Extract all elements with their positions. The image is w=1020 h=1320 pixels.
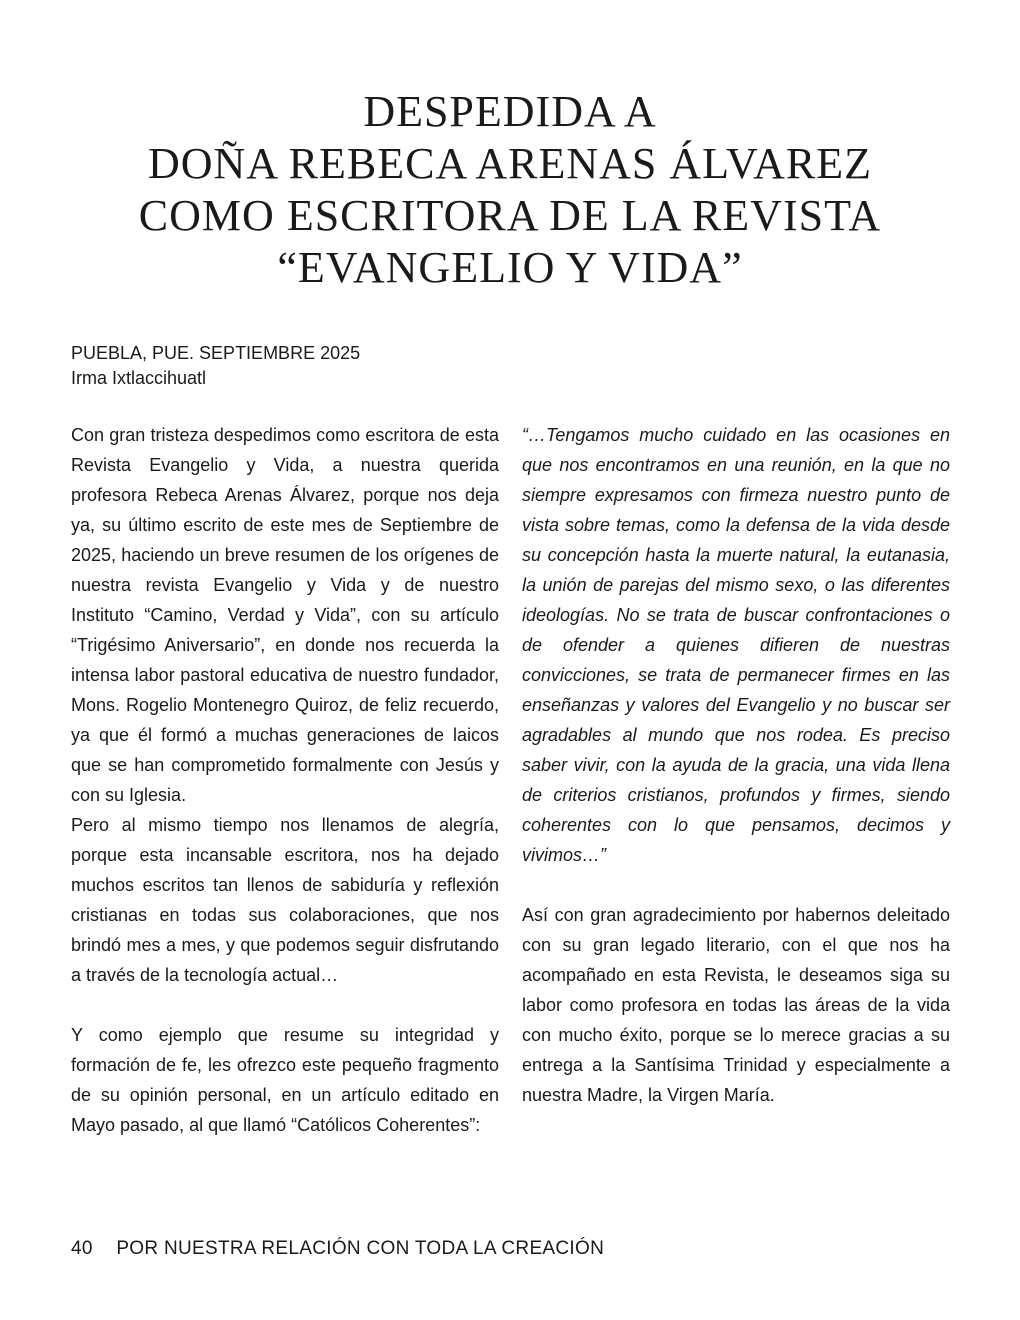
left-column	[71, 420, 499, 1140]
right-column	[522, 420, 950, 1110]
quote-paragraph: “…Tengamos mucho cuidado en las ocasiones en que nos encontramos en una reunión, en la que no siempre expresamos con firmeza nuestro punto de vista sobre temas, como la defensa de la vida desde su concepción hasta la muerte natural, la eutanasia, la unión de parejas del mismo sexo, o las diferentes ideologías. No se trata de buscar confrontaciones o de ofender a quienes difieren de nuestras convicciones, se trata de permanecer firmes en las enseñanzas y valores del Evangelio y no buscar ser agradables al mundo que nos rodea. Es preciso saber vivir, con la ayuda de la gracia, una vida llena de criterios cristianos, profundos y firmes, siendo coherentes con lo que pensamos, decimos y vivimos…”	[522, 425, 950, 865]
dateline: PUEBLA, PUE. SEPTIEMBRE 2025	[71, 343, 361, 363]
paragraph: Pero al mismo tiempo nos llenamos de alegría, porque esta incansable escritora, nos ha dejado muchos escritos tan llenos de sabiduría y reflexión cristianas en todas sus colaboraciones, que nos brindó mes a mes, y que podemos seguir disfrutando a través de la tecnología actual…	[71, 815, 499, 985]
author: Irma Ixtlaccihuatl	[71, 368, 207, 388]
article-title	[0, 86, 1020, 294]
article-meta	[71, 341, 360, 391]
paragraph: Y como ejemplo que resume su integridad y formación de fe, les ofrezco este pequeño fragmento de su opinión personal, en un artículo editado en Mayo pasado, al que llamó “Católicos Coherentes”:	[71, 1025, 499, 1135]
title-line: DESPEDIDA A	[363, 87, 657, 136]
title-line: DOÑA REBECA ARENAS ÁLVAREZ	[147, 139, 872, 188]
section-title: POR NUESTRA RELACIÓN CON TODA LA CREACIÓN	[116, 1238, 605, 1259]
paragraph: Con gran tristeza despedimos como escritora de esta Revista Evangelio y Vida, a nuestra querida profesora Rebeca Arenas Álvarez, porque nos deja ya, su último escrito de este mes de Septiembre de 2025, haciendo un breve resumen de los orígenes de nuestra revista Evangelio y Vida y de nuestro Instituto “Camino, Verdad y Vida”, con su artículo “Trigésimo Aniversario”, en donde nos recuerda la intensa labor pastoral educativa de nuestro fundador, Mons. Rogelio Montenegro Quiroz, de feliz recuerdo, ya que él formó a muchas generaciones de laicos que se han comprometido formalmente con Jesús y con su Iglesia.	[71, 425, 499, 805]
page-number: 40	[71, 1238, 93, 1259]
title-line: COMO ESCRITORA DE LA REVISTA	[138, 191, 882, 240]
paragraph: Así con gran agradecimiento por habernos deleitado con su gran legado literario, con el que nos ha acompañado en esta Revista, le deseamos siga su labor como profesora en todas las áreas de la vida con mucho éxito, porque se lo merece gracias a su entrega a la Santísima Trinidad y especialmente a nuestra Madre, la Virgen María.	[522, 905, 950, 1105]
title-line: “EVANGELIO Y VIDA”	[277, 243, 743, 292]
page-footer	[71, 1237, 604, 1261]
